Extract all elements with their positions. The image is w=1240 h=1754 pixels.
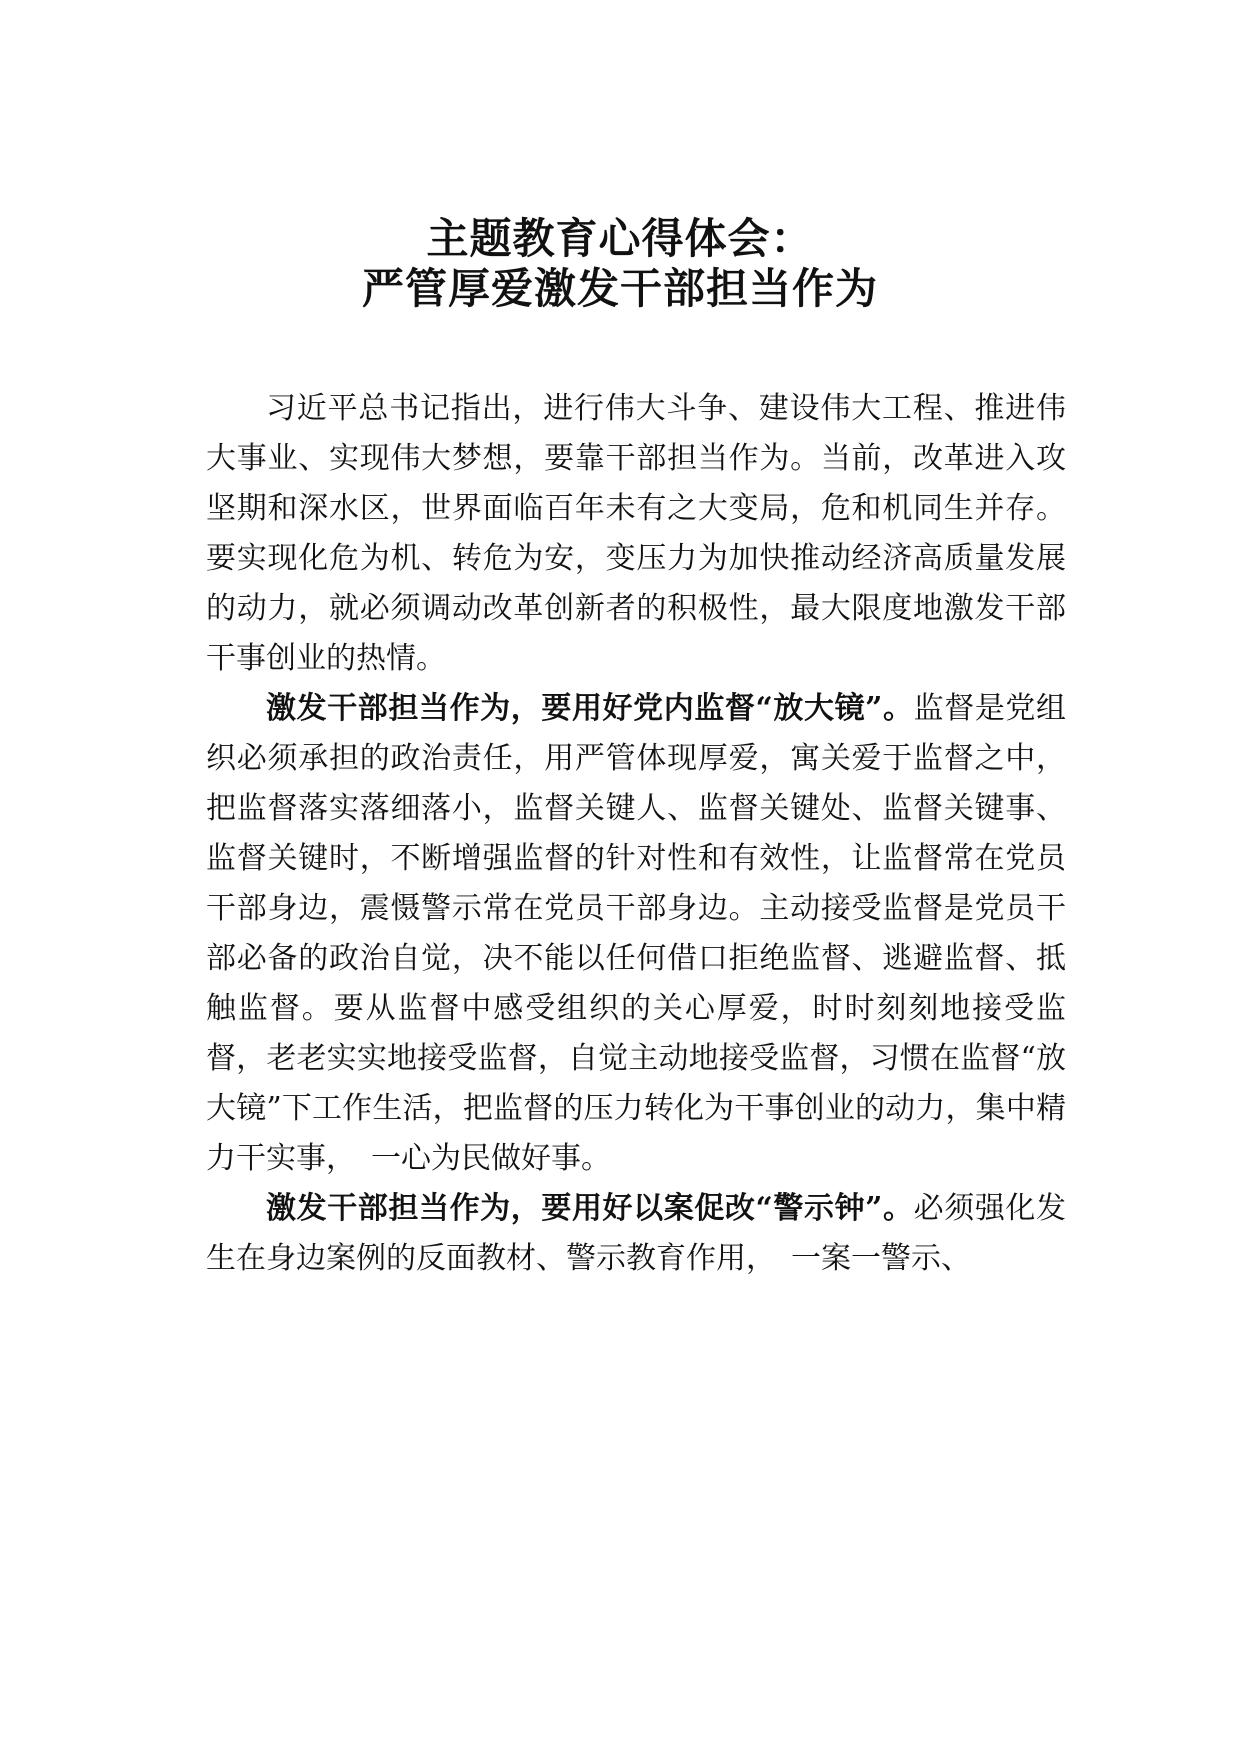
- paragraph-text: 习近平总书记指出，进行伟大斗争、建设伟大工程、推进伟大事业、实现伟大梦想，要靠干部担当作为。当前，改革进入攻坚期和深水区，世界面临百年未有之大变局，危和机同生并存。要实现化危为机、转危为安，变压力为加快推动经济高质量发展的动力，就必须调动改革创新者的积极性，最大限度地激发干部干事创业的热情。: [206, 391, 1066, 676]
- paragraph-supervision: [206, 684, 1066, 1184]
- paragraph-text: 必须强化发生在身边案例的反面教材、警示教育作用， 一案一警示、: [206, 1191, 1067, 1276]
- document-title: [0, 214, 1240, 314]
- paragraph-text: 监督是党组织必须承担的政治责任，用严管体现厚爱，寓关爱于监督之中，把监督落实落细落小，监督关键人、监督关键处、监督关键事、监督关键时，不断增强监督的针对性和有效性，让监督常在党员干部身边，震慑警示常在党员干部身边。主动接受监督是党员干部必备的政治自觉，决不能以任何借口拒绝监督、逃避监督、抵触监督。要从监督中感受组织的关心厚爱，时时刻刻地接受监督，老老实实地接受监督，自觉主动地接受监督，习惯在监督“放大镜”下工作生活，把监督的压力转化为干事创业的动力，集中精力干实事， 一心为民做好事。: [206, 691, 1067, 1176]
- document-body: [206, 384, 1066, 1284]
- title-line-1: 主题教育心得体会：: [426, 214, 814, 263]
- paragraph-lead: 激发干部担当作为，要用好党内监督“放大镜”。: [266, 691, 914, 726]
- title-line-2: 严管厚爱激发干部担当作为: [361, 264, 878, 313]
- paragraph-warning-bell: [206, 1184, 1066, 1284]
- paragraph-lead: 激发干部担当作为，要用好以案促改“警示钟”。: [266, 1191, 914, 1226]
- paragraph-intro: [206, 384, 1066, 684]
